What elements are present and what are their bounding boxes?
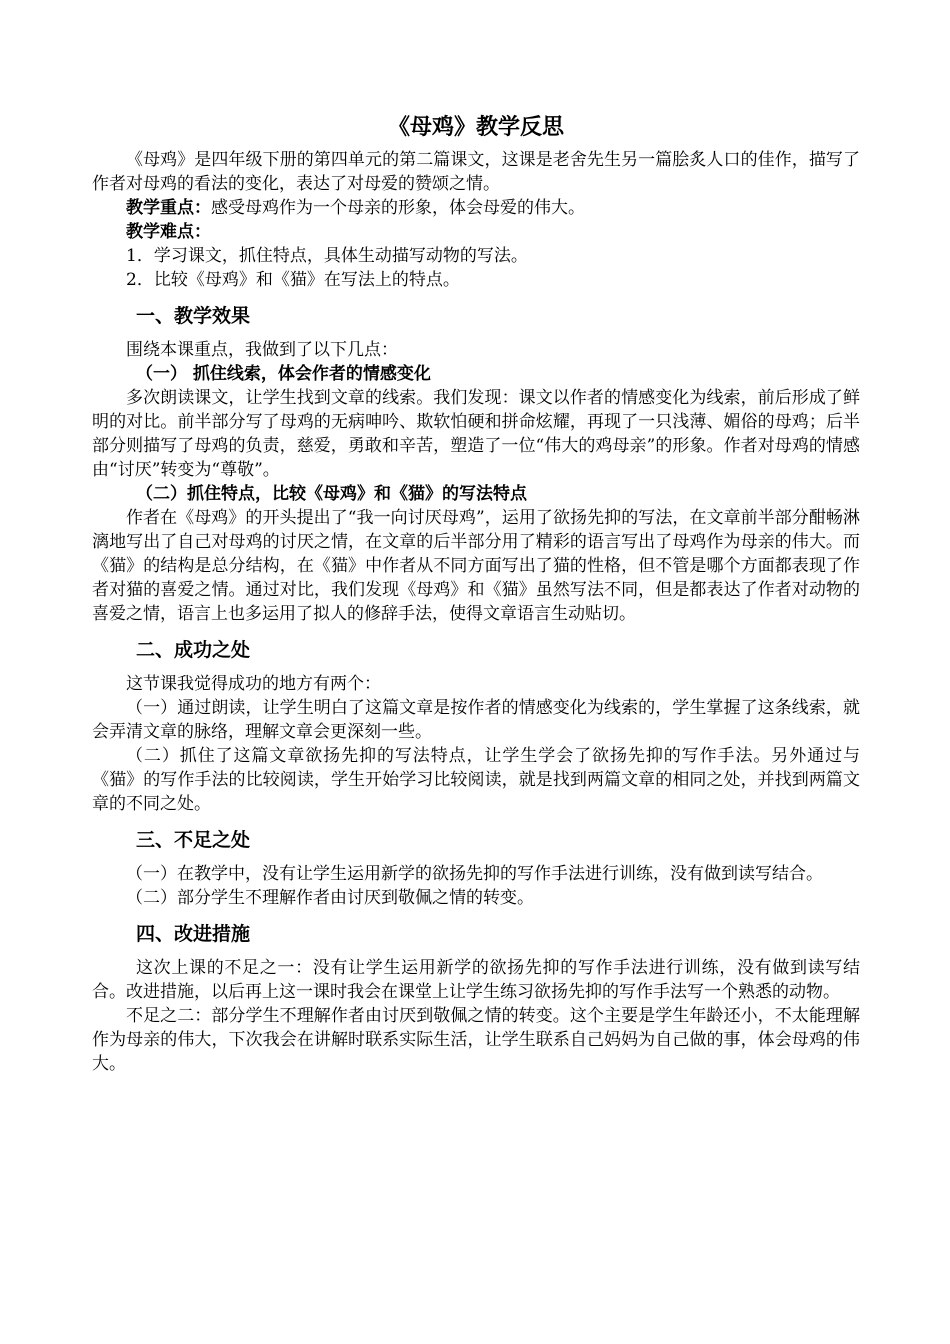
section-lead: 围绕本课重点，我做到了以下几点：	[126, 340, 398, 360]
section-paragraph: （一）通过朗读，让学生明白了这篇文章是按作者的情感变化为线索的，学生掌握了这条线索，就会弄清文章的脉络，理解文章会更深刻一些。	[92, 698, 860, 742]
document-title: 《母鸡》教学反思	[387, 115, 564, 140]
section-paragraph: （一）在教学中，没有让学生运用新学的欲扬先抑的写作手法进行训练，没有做到读写结合。	[126, 864, 823, 884]
intro-paragraph: 《母鸡》是四年级下册的第四单元的第二篇课文，这课是老舍先生另一篇脍炙人口的佳作，描写了作者对母鸡的看法的变化，表达了对母爱的赞颂之情。	[92, 150, 860, 194]
teaching-focus	[92, 196, 860, 220]
teaching-focus-label: 教学重点：	[126, 198, 211, 218]
section-lead: 这节课我觉得成功的地方有两个：	[126, 674, 381, 694]
section-heading-effect: 一、教学效果	[136, 305, 251, 327]
section-heading-improvements: 四、改进措施	[136, 923, 251, 945]
subsection-heading: （一） 抓住线索，体会作者的情感变化	[136, 364, 431, 384]
document-page	[92, 112, 860, 1076]
section-heading-shortcomings: 三、不足之处	[136, 829, 251, 851]
subsection-heading: （二）抓住特点，比较《母鸡》和《猫》的写法特点	[136, 484, 527, 504]
teaching-difficulty-item: 2．比较《母鸡》和《猫》在写法上的特点。	[126, 270, 460, 290]
teaching-difficulty-label: 教学难点：	[126, 222, 211, 242]
section-heading-success: 二、成功之处	[136, 639, 251, 661]
section-paragraph: 这次上课的不足之一：没有让学生运用新学的欲扬先抑的写作手法进行训练，没有做到读写结合。改进措施，以后再上这一课时我会在课堂上让学生练习欲扬先抑的写作手法写一个熟悉的动物。	[92, 958, 860, 1002]
section-paragraph: （二）抓住了这篇文章欲扬先抑的写法特点，让学生学会了欲扬先抑的写作手法。另外通过与《猫》的写作手法的比较阅读，学生开始学习比较阅读，就是找到两篇文章的相同之处，并找到两篇文章的不同之处。	[92, 746, 860, 814]
section-paragraph: 不足之二：部分学生不理解作者由讨厌到敬佩之情的转变。这个主要是学生年龄还小，不太能理解作为母亲的伟大，下次我会在讲解时联系实际生活，让学生联系自己妈妈为自己做的事，体会母鸡的伟大。	[92, 1006, 860, 1074]
section-paragraph: （二）部分学生不理解作者由讨厌到敬佩之情的转变。	[126, 888, 534, 908]
subsection-paragraph: 多次朗读课文，让学生找到文章的线索。我们发现：课文以作者的情感变化为线索，前后形成了鲜明的对比。前半部分写了母鸡的无病呻吟、欺软怕硬和拼命炫耀，再现了一只浅薄、媚俗的母鸡；后半部分则描写了母鸡的负责，慈爱，勇敢和辛苦，塑造了一位“伟大的鸡母亲”的形象。作者对母鸡的情感由“讨厌”转变为“尊敬”。	[92, 388, 860, 480]
subsection-paragraph: 作者在《母鸡》的开头提出了“我一向讨厌母鸡”，运用了欲扬先抑的写法，在文章前半部分酣畅淋漓地写出了自己对母鸡的讨厌之情，在文章的后半部分用了精彩的语言写出了母鸡作为母亲的伟大。而《猫》的结构是总分结构，在《猫》中作者从不同方面写出了猫的性格，但不管是哪个方面都表现了作者对猫的喜爱之情。通过对比，我们发现《母鸡》和《猫》虽然写法不同，但是都表达了作者对动物的喜爱之情，语言上也多运用了拟人的修辞手法，使得文章语言生动贴切。	[92, 508, 860, 624]
teaching-difficulty-item: 1．学习课文，抓住特点，具体生动描写动物的写法。	[126, 246, 528, 266]
teaching-focus-text: 感受母鸡作为一个母亲的形象，体会母爱的伟大。	[211, 198, 585, 218]
